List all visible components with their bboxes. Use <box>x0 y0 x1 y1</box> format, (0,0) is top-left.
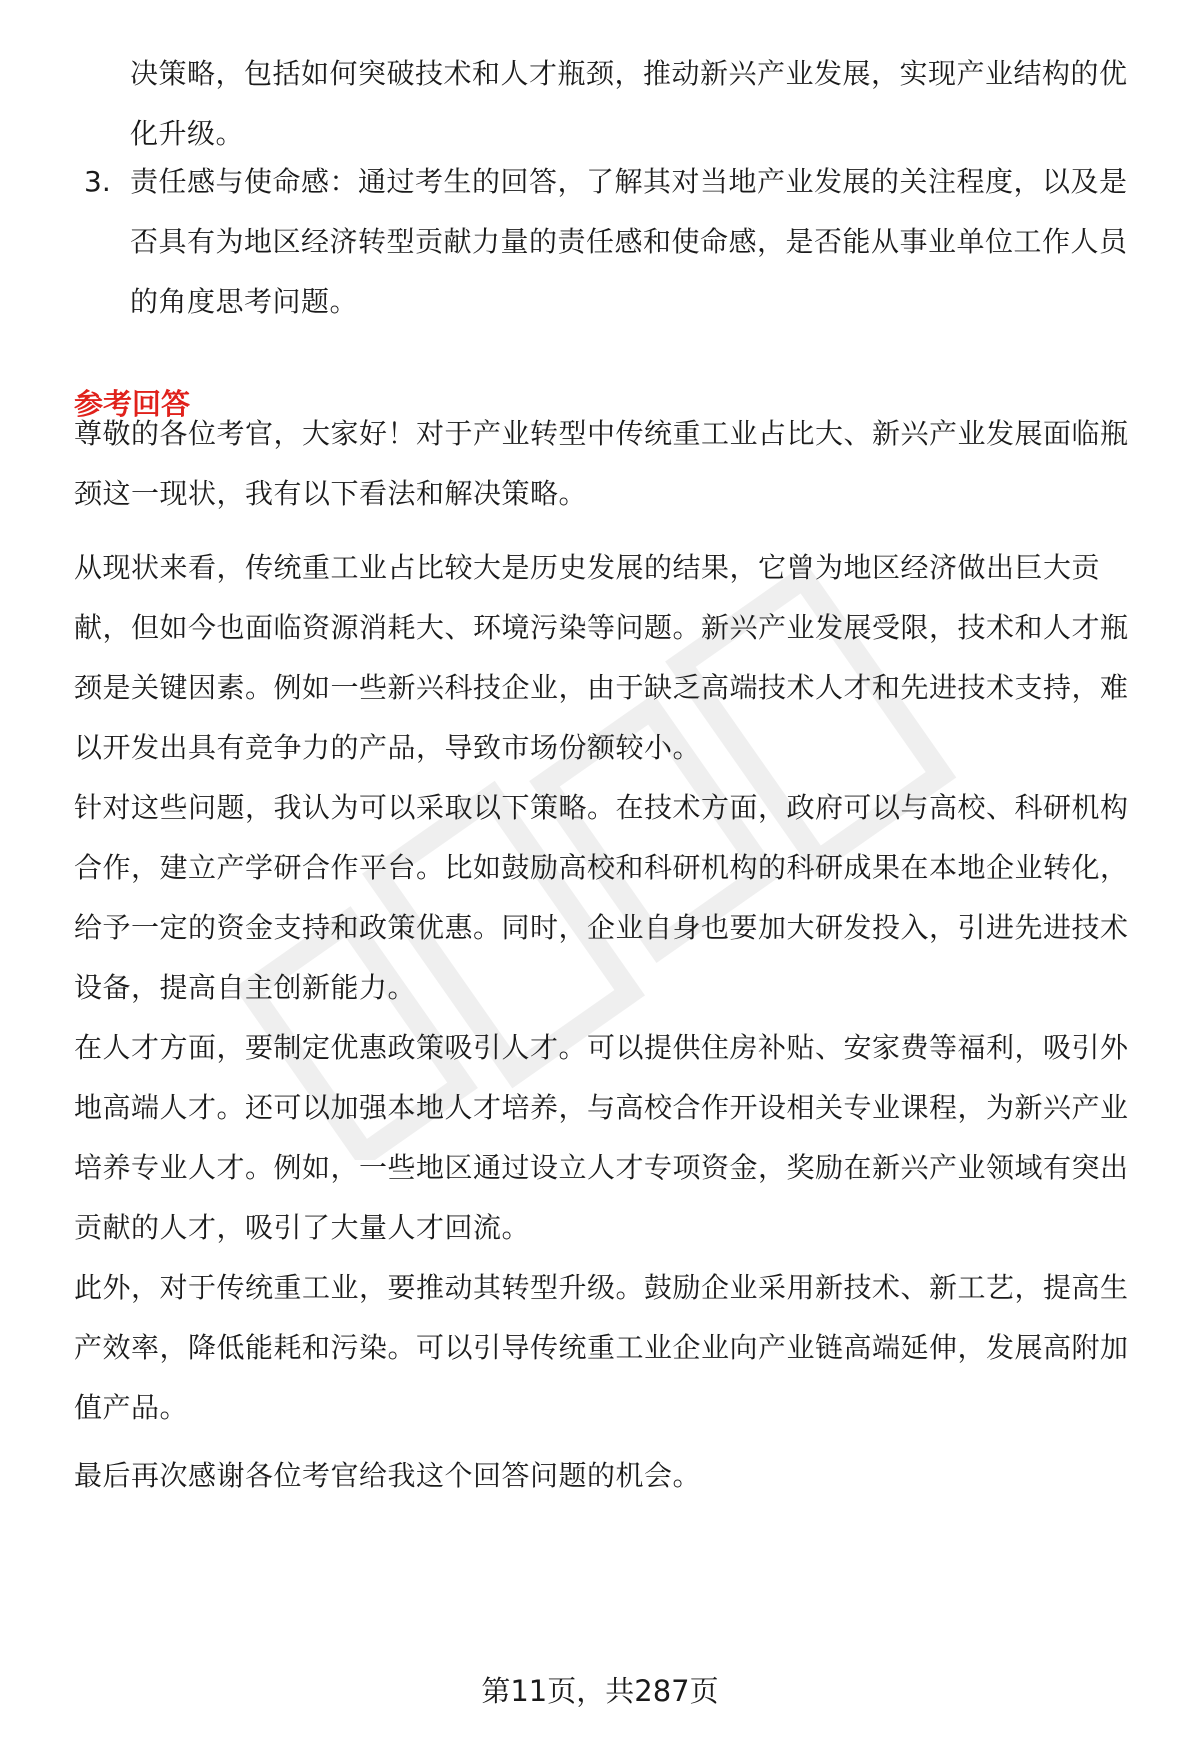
paragraph-closing: 最后再次感谢各位考官给我这个回答问题的机会。 <box>74 1459 702 1492</box>
list-item-3-text: 责任感与使命感：通过考生的回答，了解其对当地产业发展的关注程度，以及是否具有为地区经济转型贡献力量的责任感和使命感，是否能从事业单位工作人员的角度思考问题。 <box>130 165 1128 318</box>
paragraph-talent-strategy: 在人才方面，要制定优惠政策吸引人才。可以提供住房补贴、安家费等福利，吸引外地高端人才。还可以加强本地人才培养，与高校合作开设相关专业课程，为新兴产业培养专业人才。例如，一些地区通过设立人才专项资金，奖励在新兴产业领域有突出贡献的人才，吸引了大量人才回流。 <box>74 1031 1129 1244</box>
paragraph-heavy-industry: 此外，对于传统重工业，要推动其转型升级。鼓励企业采用新技术、新工艺，提高生产效率，降低能耗和污染。可以引导传统重工业企业向产业链高端延伸，发展高附加值产品。 <box>74 1271 1129 1424</box>
section-heading: 参考回答 <box>74 387 191 421</box>
list-item-3-number: 3. <box>84 165 111 198</box>
page-number: 第11页，共287页 <box>481 1674 719 1708</box>
paragraph-greeting: 尊敬的各位考官，大家好！对于产业转型中传统重工业占比大、新兴产业发展面临瓶颈这一现状，我有以下看法和解决策略。 <box>74 417 1129 510</box>
paragraph-technology-strategy: 针对这些问题，我认为可以采取以下策略。在技术方面，政府可以与高校、科研机构合作，建立产学研合作平台。比如鼓励高校和科研机构的科研成果在本地企业转化，给予一定的资金支持和政策优惠。同时，企业自身也要加大研发投入，引进先进技术设备，提高自主创新能力。 <box>74 791 1129 1004</box>
paragraph-current-situation: 从现状来看，传统重工业占比较大是历史发展的结果，它曾为地区经济做出巨大贡献，但如今也面临资源消耗大、环境污染等问题。新兴产业发展受限，技术和人才瓶颈是关键因素。例如一些新兴科技企业，由于缺乏高端技术人才和先进技术支持，难以开发出具有竞争力的产品，导致市场份额较小。 <box>74 551 1129 764</box>
list-item-2-continuation: 决策略，包括如何突破技术和人才瓶颈，推动新兴产业发展，实现产业结构的优化升级。 <box>130 57 1128 150</box>
